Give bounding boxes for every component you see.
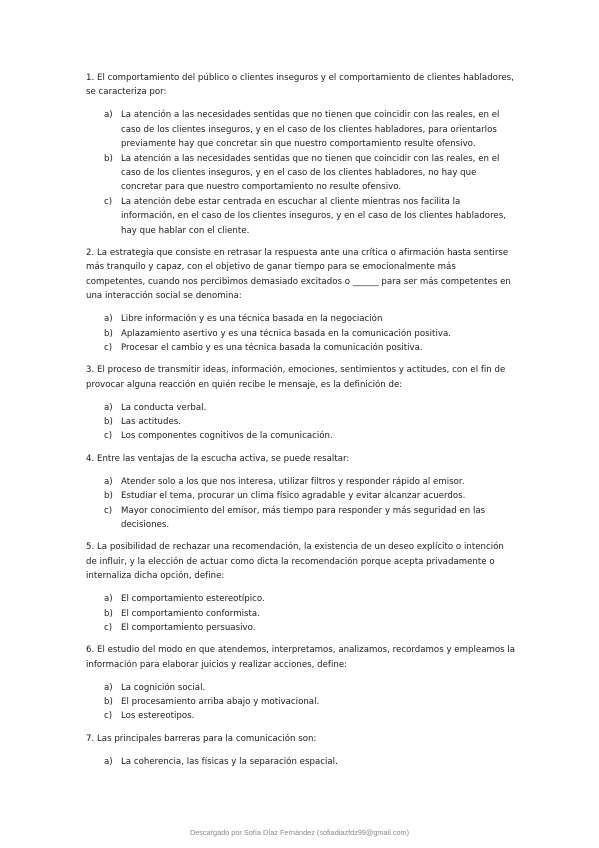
option-text: El procesamiento arriba abajo y motivacional. <box>121 697 320 708</box>
option-text: El comportamiento estereotípico. <box>121 594 265 605</box>
question-1: 1. El comportamiento del público o clientes inseguros y el comportamiento de clientes habladores, se caracteriza por: <box>86 73 514 98</box>
option-text: Mayor conocimiento del emisor, más tiempo para responder y más seguridad en las decisiones. <box>121 505 486 530</box>
question-7-options <box>86 755 516 769</box>
option-3b <box>104 415 516 429</box>
option-1b <box>104 152 516 195</box>
question-1-options <box>86 108 516 238</box>
option-letter: b) <box>104 697 113 708</box>
option-7a <box>104 755 516 769</box>
question-4: 4. Entre las ventajas de la escucha activa, se puede resaltar: <box>86 453 350 464</box>
option-4a <box>104 475 516 489</box>
option-6c <box>104 709 516 723</box>
option-letter: a) <box>104 594 113 605</box>
option-letter: b) <box>104 417 113 428</box>
option-text: El comportamiento conformista. <box>121 608 260 619</box>
option-letter: a) <box>104 402 113 413</box>
question-6-options <box>86 681 516 724</box>
option-letter: b) <box>104 491 113 502</box>
option-letter: a) <box>104 110 113 121</box>
option-text: La conducta verbal. <box>121 402 207 413</box>
option-2b <box>104 327 516 341</box>
option-text: Procesar el cambio y es una técnica basada la comunicación positiva. <box>121 342 423 353</box>
question-4-options <box>86 475 516 533</box>
option-letter: b) <box>104 328 113 339</box>
option-text: Aplazamiento asertivo y es una técnica basada en la comunicación positiva. <box>121 328 451 339</box>
option-text: Libre información y es una técnica basada en la negociación <box>121 314 383 325</box>
option-6a <box>104 681 516 695</box>
option-letter: b) <box>104 153 113 164</box>
option-letter: c) <box>104 342 113 353</box>
question-2-options <box>86 312 516 355</box>
question-6: 6. El estudio del modo en que atendemos, interpretamos, analizamos, recordamos y empleamos la información para elaborar juicios y realizar acciones, define: <box>86 645 516 670</box>
option-text: Las actitudes. <box>121 417 182 428</box>
question-5-options <box>86 592 516 635</box>
option-4c <box>104 504 516 533</box>
question-3-options <box>86 401 516 444</box>
option-letter: c) <box>104 196 113 207</box>
option-3a <box>104 401 516 415</box>
question-2: 2. La estrategia que consiste en retrasar la respuesta ante una crítica o afirmación hasta sentirse más tranquilo y capaz, con el objetivo de ganar tiempo para se emocionalmente más competentes, cuando nos percibimos demasiado excitados o ______ para ser más competentes en una interacción social se denomina: <box>86 247 511 302</box>
option-letter: b) <box>104 608 113 619</box>
option-text: La cognición social. <box>121 682 206 693</box>
option-5b <box>104 607 516 621</box>
option-letter: c) <box>104 431 113 442</box>
question-7: 7. Las principales barreras para la comunicación son: <box>86 733 317 744</box>
option-text: La atención a las necesidades sentidas que no tienen que coincidir con las reales, en el caso de los clientes inseguros, y en el caso de los clientes habladores, para orientarlos previamente hay que concretar sin que nuestro comportamiento resulte ofensivo. <box>121 110 500 150</box>
option-text: Atender solo a los que nos interesa, utilizar filtros y responder rápido al emisor. <box>121 476 465 487</box>
question-5: 5. La posibilidad de rechazar una recomendación, la existencia de un deseo explícito o intención de influir, y la elección de actuar como dicta la recomendación porque acepta privadamente o internaliza dicha opción, define: <box>86 542 504 582</box>
option-text: La atención debe estar centrada en escuchar al cliente mientras nos facilita la información, en el caso de los clientes inseguros, y en el caso de los clientes habladores, hay que hablar con el cliente. <box>121 196 506 236</box>
option-text: La coherencia, las físicas y la separación espacial. <box>121 756 338 767</box>
question-3: 3. El proceso de transmitir ideas, información, emociones, sentimientos y actitudes, con el fin de provocar alguna reacción en quién recibe le mensaje, es la definición de: <box>86 365 506 390</box>
option-text: Los componentes cognitivos de la comunicación. <box>121 431 333 442</box>
option-3c <box>104 429 516 443</box>
option-6b <box>104 695 516 709</box>
download-footer: Descargado por Sofía Díaz Fernández (sofiadiazfdz99@gmail.com) <box>189 828 410 837</box>
option-text: Estudiar el tema, procurar un clima físico agradable y evitar alcanzar acuerdos. <box>121 491 466 502</box>
option-1a <box>104 108 516 151</box>
option-letter: c) <box>104 711 113 722</box>
option-letter: c) <box>104 622 113 633</box>
option-4b <box>104 489 516 503</box>
option-2a <box>104 312 516 326</box>
option-letter: c) <box>104 505 113 516</box>
option-letter: a) <box>104 314 113 325</box>
option-text: El comportamiento persuasivo. <box>121 622 256 633</box>
option-letter: a) <box>104 756 113 767</box>
option-text: Los estereotipos. <box>121 711 195 722</box>
option-5c <box>104 621 516 635</box>
option-letter: a) <box>104 476 113 487</box>
option-text: La atención a las necesidades sentidas que no tienen que coincidir con las reales, en el caso de los clientes inseguros, y en el caso de los clientes habladores, no hay que concretar para que nuestro comportamiento no resulte ofensivo. <box>121 153 500 193</box>
option-2c <box>104 341 516 355</box>
exam-questions <box>86 71 516 777</box>
option-5a <box>104 592 516 606</box>
option-1c <box>104 195 516 238</box>
option-letter: a) <box>104 682 113 693</box>
